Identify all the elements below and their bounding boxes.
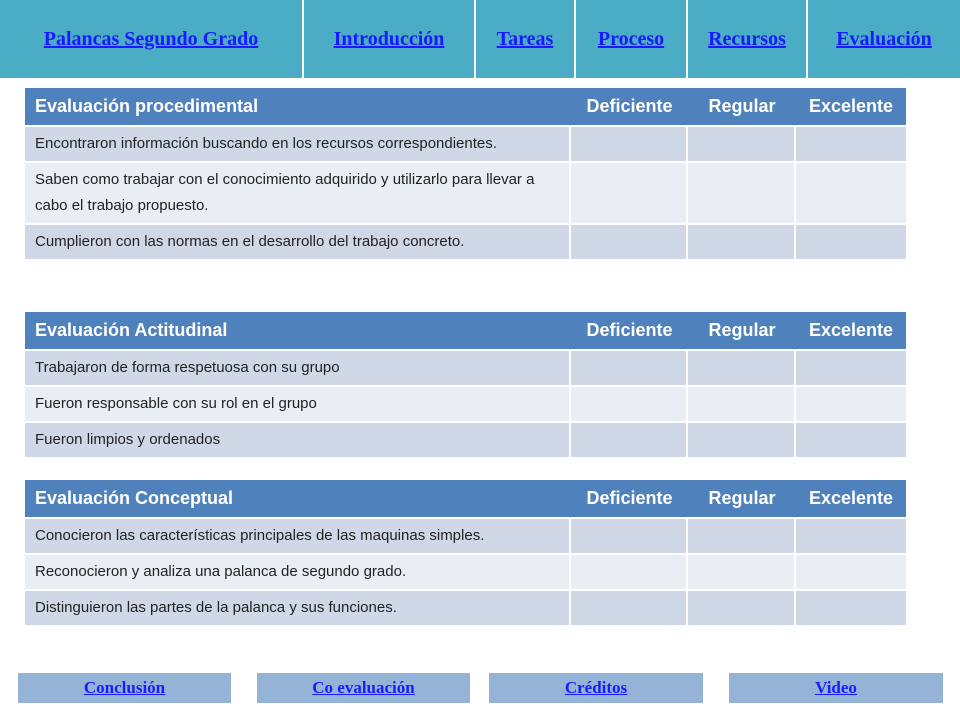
rubric-table-procedimental — [25, 88, 906, 261]
score-cell-excelente[interactable] — [796, 555, 906, 591]
nav-link-palancas-segundo-grado[interactable]: Palancas Segundo Grado — [43, 27, 259, 50]
table-row — [25, 387, 906, 423]
score-cell-deficiente[interactable] — [571, 127, 688, 163]
score-cell-excelente[interactable] — [796, 387, 906, 423]
level-deficiente-header: Deficiente — [571, 88, 688, 127]
bottom-button-creditos[interactable] — [489, 673, 703, 703]
table-row — [25, 351, 906, 387]
criterion-text: Saben como trabajar con el conocimiento adquirido y utilizarlo para llevar a cabo el trabajo propuesto. — [25, 163, 571, 225]
section-title: Evaluación procedimental — [25, 88, 571, 127]
level-regular-header: Regular — [688, 480, 796, 519]
score-cell-regular[interactable] — [688, 225, 796, 261]
section-title: Evaluación Actitudinal — [25, 312, 571, 351]
nav-cell-home — [0, 0, 304, 78]
score-cell-excelente[interactable] — [796, 423, 906, 459]
score-cell-deficiente[interactable] — [571, 519, 688, 555]
nav-cell-proceso — [576, 0, 688, 78]
rubric-header-row — [25, 480, 906, 519]
level-excelente-header: Excelente — [796, 88, 906, 127]
criterion-text: Trabajaron de forma respetuosa con su grupo — [25, 351, 571, 387]
criterion-text: Fueron responsable con su rol en el grupo — [25, 387, 571, 423]
nav-link-evaluacion[interactable]: Evaluación — [836, 27, 932, 50]
score-cell-deficiente[interactable] — [571, 555, 688, 591]
score-cell-regular[interactable] — [688, 555, 796, 591]
score-cell-deficiente[interactable] — [571, 423, 688, 459]
nav-link-tareas[interactable]: Tareas — [496, 27, 554, 50]
nav-cell-evaluacion — [808, 0, 960, 78]
table-row — [25, 555, 906, 591]
level-deficiente-header: Deficiente — [571, 312, 688, 351]
table-row — [25, 225, 906, 261]
section-title: Evaluación Conceptual — [25, 480, 571, 519]
score-cell-excelente[interactable] — [796, 351, 906, 387]
criterion-text: Fueron limpios y ordenados — [25, 423, 571, 459]
table-row — [25, 423, 906, 459]
bottom-link-video[interactable]: Video — [815, 678, 857, 697]
table-row — [25, 519, 906, 555]
rubric-table-actitudinal — [25, 312, 906, 459]
rubric-header-row — [25, 312, 906, 351]
bottom-link-creditos[interactable]: Créditos — [564, 678, 628, 697]
nav-link-introduccion[interactable]: Introducción — [333, 27, 445, 50]
nav-link-recursos[interactable]: Recursos — [708, 27, 786, 50]
level-regular-header: Regular — [688, 312, 796, 351]
level-regular-header: Regular — [688, 88, 796, 127]
nav-cell-tareas — [476, 0, 576, 78]
table-row — [25, 127, 906, 163]
score-cell-excelente[interactable] — [796, 127, 906, 163]
criterion-text: Cumplieron con las normas en el desarrollo del trabajo concreto. — [25, 225, 571, 261]
nav-link-proceso[interactable]: Proceso — [597, 27, 665, 50]
score-cell-regular[interactable] — [688, 127, 796, 163]
nav-cell-recursos — [688, 0, 808, 78]
bottom-button-video[interactable] — [729, 673, 943, 703]
criterion-text: Conocieron las características principales de las maquinas simples. — [25, 519, 571, 555]
score-cell-deficiente[interactable] — [571, 591, 688, 627]
score-cell-regular[interactable] — [688, 591, 796, 627]
score-cell-excelente[interactable] — [796, 591, 906, 627]
bottom-button-co-evaluacion[interactable] — [257, 673, 470, 703]
bottom-link-co-evaluacion[interactable]: Co evaluación — [312, 678, 415, 697]
level-excelente-header: Excelente — [796, 312, 906, 351]
score-cell-regular[interactable] — [688, 387, 796, 423]
rubric-table-conceptual — [25, 480, 906, 627]
score-cell-regular[interactable] — [688, 163, 796, 225]
score-cell-excelente[interactable] — [796, 163, 906, 225]
level-excelente-header: Excelente — [796, 480, 906, 519]
score-cell-deficiente[interactable] — [571, 163, 688, 225]
criterion-text: Encontraron información buscando en los recursos correspondientes. — [25, 127, 571, 163]
bottom-link-conclusion[interactable]: Conclusión — [83, 678, 166, 697]
score-cell-deficiente[interactable] — [571, 351, 688, 387]
score-cell-excelente[interactable] — [796, 519, 906, 555]
criterion-text: Distinguieron las partes de la palanca y sus funciones. — [25, 591, 571, 627]
score-cell-deficiente[interactable] — [571, 387, 688, 423]
score-cell-regular[interactable] — [688, 423, 796, 459]
bottom-button-conclusion[interactable] — [18, 673, 231, 703]
table-row — [25, 163, 906, 225]
score-cell-regular[interactable] — [688, 519, 796, 555]
top-navigation — [0, 0, 960, 78]
table-row — [25, 591, 906, 627]
level-deficiente-header: Deficiente — [571, 480, 688, 519]
score-cell-deficiente[interactable] — [571, 225, 688, 261]
criterion-text: Reconocieron y analiza una palanca de segundo grado. — [25, 555, 571, 591]
score-cell-excelente[interactable] — [796, 225, 906, 261]
rubric-header-row — [25, 88, 906, 127]
score-cell-regular[interactable] — [688, 351, 796, 387]
nav-cell-introduccion — [304, 0, 476, 78]
